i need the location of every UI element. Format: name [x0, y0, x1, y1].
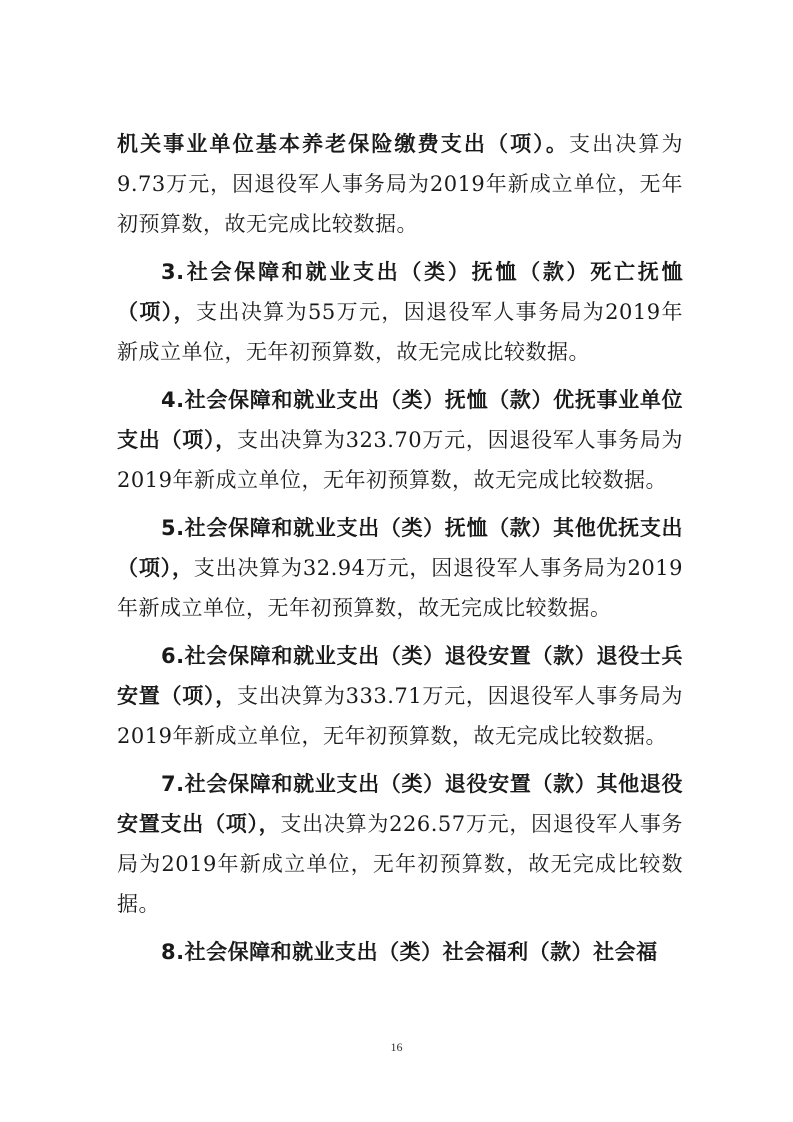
paragraph-item-4 [117, 380, 683, 500]
paragraph-body: 支出决算为333.71万元，因退役军人事务局为2019年新成立单位，无年初预算数，故无完成比较数据。 [117, 684, 684, 748]
paragraph-item-8 [117, 932, 683, 972]
paragraph-pension-contribution [117, 124, 683, 244]
paragraph-item-7 [117, 764, 683, 924]
paragraph-heading: 7.社会保障和就业支出（类）退役安置（款）其他退役安置支出（项）， [117, 772, 683, 836]
paragraph-body: 支出决算为55万元，因退役军人事务局为2019年新成立单位，无年初预算数，故无完成比较数据。 [117, 300, 684, 364]
paragraph-heading: 6.社会保障和就业支出（类）退役安置（款）退役士兵安置（项）， [117, 644, 683, 708]
paragraph-heading: 5.社会保障和就业支出（类）抚恤（款）其他优抚支出（项）， [117, 516, 683, 580]
document-body [117, 124, 683, 980]
paragraph-item-5 [117, 508, 683, 628]
paragraph-heading: 8.社会保障和就业支出（类）社会福利（款）社会福 [161, 940, 658, 964]
paragraph-item-3 [117, 252, 683, 372]
paragraph-body: 支出决算为323.70万元，因退役军人事务局为2019年新成立单位，无年初预算数，故无完成比较数据。 [117, 428, 684, 492]
paragraph-body: 支出决算为32.94万元，因退役军人事务局为2019年新成立单位，无年初预算数，故无完成比较数据。 [117, 556, 684, 620]
paragraph-heading: 3.社会保障和就业支出（类）抚恤（款）死亡抚恤（项）， [117, 260, 683, 324]
page-number: 16 [390, 1040, 403, 1054]
paragraph-item-6 [117, 636, 683, 756]
paragraph-heading: 4.社会保障和就业支出（类）抚恤（款）优抚事业单位支出（项）， [117, 388, 683, 452]
paragraph-heading: 机关事业单位基本养老保险缴费支出（项）。 [117, 132, 569, 156]
paragraph-body: 支出决算为9.73万元，因退役军人事务局为2019年新成立单位，无年初预算数，故无完成比较数据。 [117, 132, 683, 236]
paragraph-body: 支出决算为226.57万元，因退役军人事务局为2019年新成立单位，无年初预算数，故无完成比较数据。 [117, 812, 683, 916]
